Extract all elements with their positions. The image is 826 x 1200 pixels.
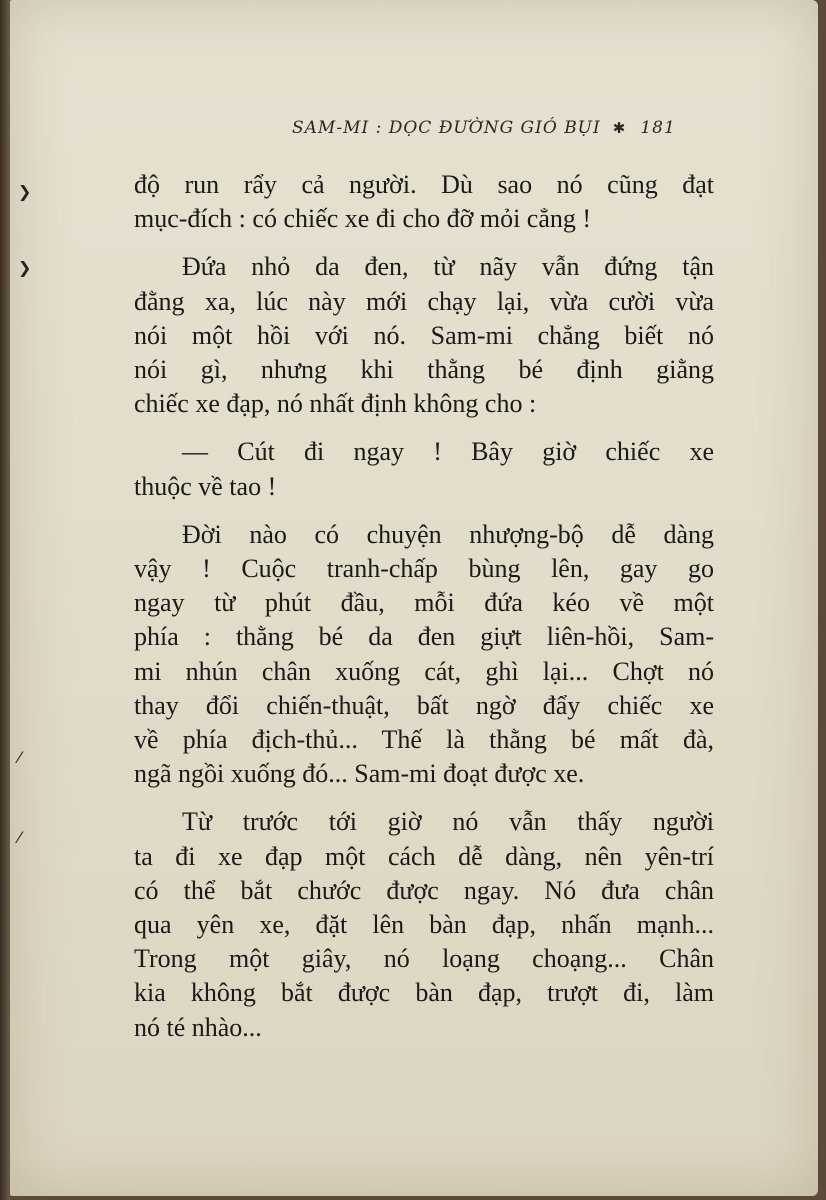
text-line: Từ trước tới giờ nó vẫn thấy người: [182, 807, 714, 837]
binding-thread-mark: ⁄: [18, 748, 21, 767]
text-line: nói gì, nhưng khi thằng bé định giằng: [134, 355, 714, 385]
paragraph: [134, 435, 714, 503]
text-line: nó té nhào...: [134, 1012, 262, 1042]
text-line: — Cút đi ngay ! Bây giờ chiếc xe: [182, 437, 714, 467]
page-number: 181: [640, 118, 676, 138]
text-line: Đứa nhỏ da đen, từ nãy vẫn đứng tận: [182, 252, 714, 282]
text-line: mi nhún chân xuống cát, ghì lại... Chợt nó: [134, 656, 714, 686]
text-line: nói một hồi với nó. Sam-mi chẳng biết nó: [134, 320, 714, 350]
paragraph: [134, 805, 714, 1044]
paragraph: [134, 168, 714, 236]
binding-thread-mark: ❯: [18, 258, 32, 277]
text-line: chiếc xe đạp, nó nhất định không cho :: [134, 389, 537, 419]
running-header: [292, 118, 712, 138]
text-line: ta đi xe đạp một cách dễ dàng, nên yên-trí: [134, 841, 714, 871]
text-line: Đời nào có chuyện nhượng-bộ dễ dàng: [182, 519, 714, 549]
text-line: đằng xa, lúc này mới chạy lại, vừa cười vừa: [134, 286, 714, 316]
body-text: [134, 168, 714, 1045]
binding-thread-mark: ❯: [18, 182, 32, 201]
text-line: mục-đích : có chiếc xe đi cho đỡ mỏi cẳng !: [134, 204, 592, 234]
text-line: có thể bắt chước được ngay. Nó đưa chân: [134, 875, 714, 905]
text-line: ngay từ phút đầu, mỗi đứa kéo về một: [134, 588, 714, 618]
text-line: độ run rẩy cả người. Dù sao nó cũng đạt: [134, 170, 714, 199]
star-icon: ✱: [612, 119, 627, 137]
text-line: thay đổi chiến-thuật, bất ngờ đẩy chiếc xe: [134, 690, 714, 720]
paragraph: [134, 250, 714, 421]
text-line: vậy ! Cuộc tranh-chấp bùng lên, gay go: [134, 554, 714, 584]
text-line: ngã ngồi xuống đó... Sam-mi đoạt được xe.: [134, 759, 585, 789]
text-line: về phía địch-thủ... Thế là thằng bé mất đà,: [134, 725, 714, 755]
text-line: Trong một giây, nó loạng choạng... Chân: [134, 944, 714, 974]
text-line: phía : thằng bé da đen giựt liên-hồi, Sam-: [134, 622, 714, 652]
paragraph: [134, 518, 714, 792]
text-line: kia không bắt được bàn đạp, trượt đi, làm: [134, 978, 714, 1008]
text-line: qua yên xe, đặt lên bàn đạp, nhấn mạnh...: [134, 910, 714, 940]
text-line: thuộc về tao !: [134, 471, 277, 501]
running-title: SAM-MI : DỌC ĐƯỜNG GIÓ BỤI: [292, 118, 601, 138]
binding-thread-mark: ⁄: [18, 828, 21, 847]
page-spine: [0, 0, 10, 1200]
